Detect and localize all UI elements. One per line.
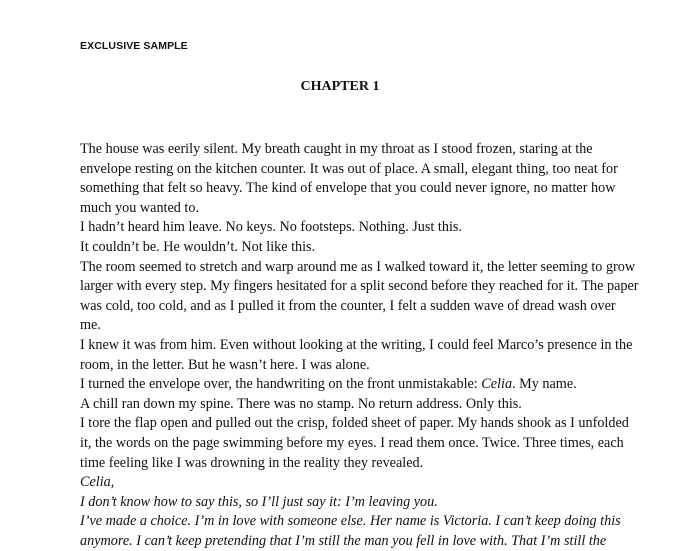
paragraph: The room seemed to stretch and warp around me as I walked toward it, the letter seeming to grow larger with every step. My fingers hesitated for a split second before they reached for it. The paper was cold, too cold, and as I pulled it from the counter, I felt a sudden wave of dread wash over me. (80, 258, 639, 334)
letter-salutation: Celia, (80, 474, 115, 491)
envelope-name: Celia (481, 376, 513, 393)
letter-line: I don’t know how to say this, so I’ll just say it: I’m leaving you. (80, 493, 438, 510)
chapter-title: CHAPTER 1 (300, 79, 380, 94)
envelope-paragraph (80, 375, 640, 395)
paragraph: A chill ran down my spine. There was no stamp. No return address. Only this. (80, 395, 522, 412)
envelope-text-before: I turned the envelope over, the handwriting on the front unmistakable: (80, 376, 482, 393)
paragraph: It couldn’t be. He wouldn’t. Not like this. (80, 238, 316, 255)
paragraph: I hadn’t heard him leave. No keys. No footsteps. Nothing. Just this. (80, 219, 462, 236)
envelope-text-after: . My name. (512, 376, 577, 393)
sample-label: EXCLUSIVE SAMPLE (80, 40, 188, 52)
chapter-body (80, 140, 640, 551)
letter-line: I’ve made a choice. I’m in love with someone else. Her name is Victoria. I can’t keep doing this anymore. I can’t keep pretending that I’m still the man you fell in love with. That I’m still the (80, 513, 621, 549)
paragraph: The house was eerily silent. My breath caught in my throat as I stood frozen, staring at the envelope resting on the kitchen counter. It was out of place. A small, elegant thing, too neat for something that felt so heavy. The kind of envelope that you could never ignore, no matter how much you wanted to. (80, 141, 618, 216)
paragraph: I knew it was from him. Even without looking at the writing, I could feel Marco’s presence in the room, in the letter. But he wasn’t here. I was alone. (80, 336, 633, 373)
paragraph: I tore the flap open and pulled out the crisp, folded sheet of paper. My hands shook as I unfolded it, the words on the page swimming before my eyes. I read them once. Twice. Three times, each time feeling like I was drowning in the reality they revealed. (80, 415, 629, 471)
